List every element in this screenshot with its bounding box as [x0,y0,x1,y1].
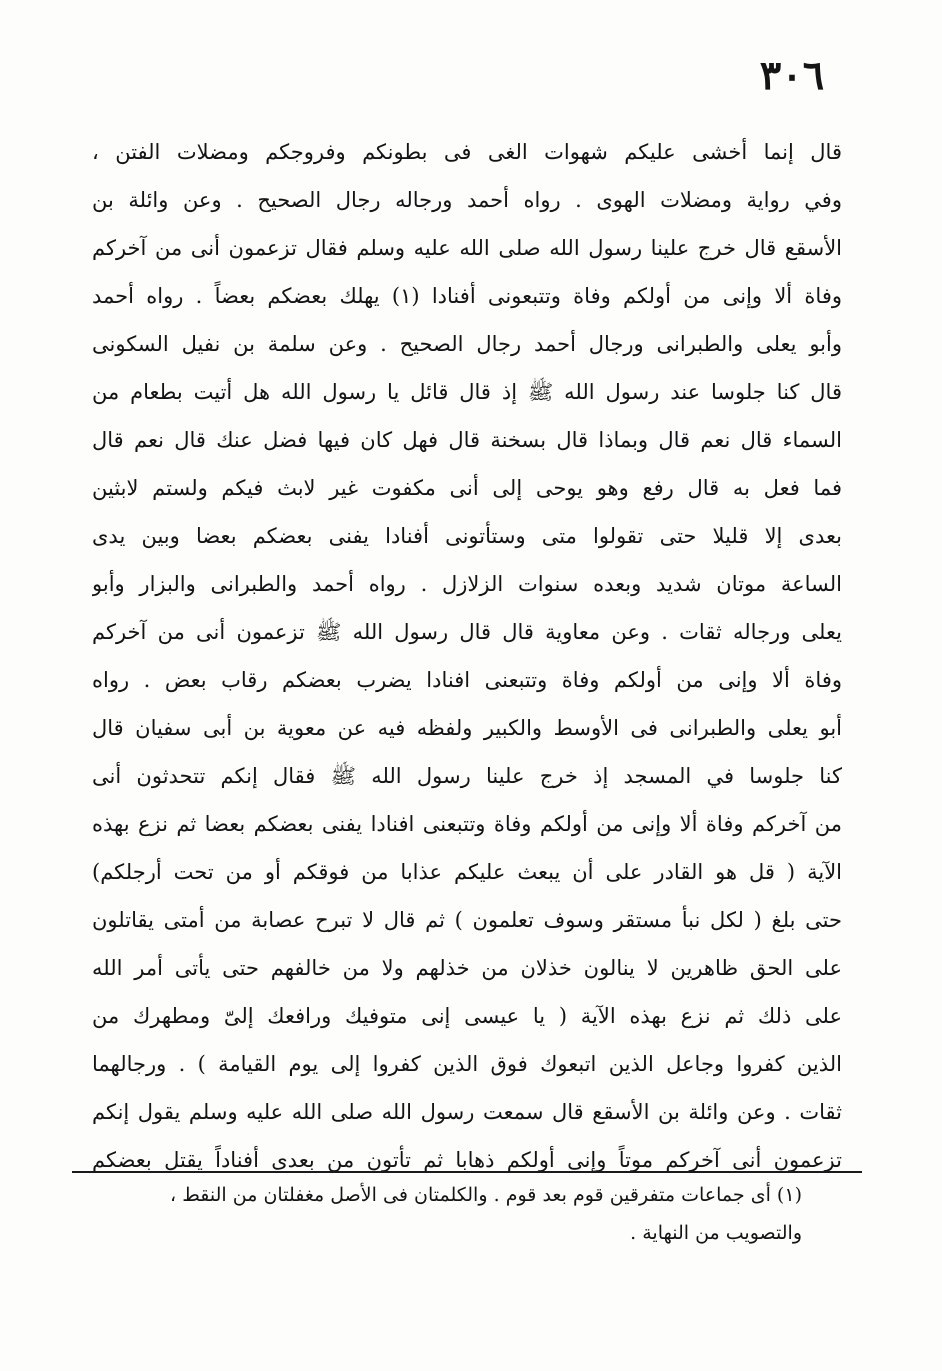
text-line: الآية ( قل هو القادر على أن يبعث عليكم عذابا من فوقكم أو من تحت أرجلكم) [92,860,842,884]
text-line: حتى بلغ ( لكل نبأ مستقر وسوف تعلمون ) ثم قال لا تبرح عصابة من أمتى يقاتلون [92,908,842,932]
footnote-divider [72,1171,862,1173]
footnote-line: والتصويب من النهاية . [630,1222,802,1244]
footnote [170,1176,802,1252]
text-line: وفاة ألا وإنى من أولكم وفاة وتتبعونى أفنادا (١) يهلك بعضكم بعضاً . رواه أحمد [92,284,842,308]
text-line: فما فعل به قال رفع وهو يوحى إلى أنى مكفوت غير لابث فيكم ولستم لابثين [92,476,842,500]
text-line: قال إنما أخشى عليكم شهوات الغى فى بطونكم وفروجكم ومضلات الفتن ، [92,140,842,164]
page-number: ٣٠٦ [759,52,825,99]
text-line: وفي رواية ومضلات الهوى . رواه أحمد ورجاله رجال الصحيح . وعن وائلة بن [92,188,842,212]
text-line: الأسقع قال خرج علينا رسول الله صلى الله عليه وسلم فقال تزعمون أنى من آخركم [92,236,842,260]
text-line: بعدى إلا قليلا حتى تقولوا متى وستأتونى أفنادا يفنى بعضكم بعضا وبين يدى [92,524,842,548]
main-text-block [92,128,842,1184]
text-line: وفاة ألا وإنى من أولكم وفاة وتتبعنى افنادا يضرب بعضكم رقاب بعض . رواه [92,668,842,692]
text-line: من آخركم وفاة ألا وإنى من أولكم وفاة وتتبعنى افنادا يفنى بعضكم بعضا ثم نزع بهذه [92,812,842,836]
text-line: تزعمون أنى آخركم موتاً وإنى أولكم ذهابا ثم تأتون من بعدى أفناداً يقتل بعضكم [92,1148,842,1172]
text-line: الذين كفروا وجاعل الذين اتبعوك فوق الذين كفروا إلى يوم القيامة ) . ورجالهما [92,1052,842,1076]
text-line: أبو يعلى والطبرانى فى الأوسط والكبير ولفظه فيه عن معوية بن أبى سفيان قال [92,716,842,740]
text-line: السماء قال نعم قال وبماذا قال بسخنة قال فهل كان فيها فضل عنك قال نعم قال [92,428,842,452]
text-line: كنا جلوسا في المسجد إذ خرج علينا رسول الله ﷺ فقال إنكم تتحدثون أنى [92,764,842,788]
text-line: قال كنا جلوسا عند رسول الله ﷺ إذ قال قائل يا رسول الله هل أتيت بطعام من [92,380,842,404]
text-line: يعلى ورجاله ثقات . وعن معاوية قال قال رسول الله ﷺ تزعمون أنى من آخركم [92,620,842,644]
text-line: وأبو يعلى والطبرانى ورجال أحمد رجال الصحيح . وعن سلمة بن نفيل السكونى [92,332,842,356]
text-line: ثقات . وعن وائلة بن الأسقع قال سمعت رسول الله صلى الله عليه وسلم يقول إنكم [92,1100,842,1124]
text-line: الساعة موتان شديد وبعده سنوات الزلازل . رواه أحمد والطبرانى والبزار وأبو [92,572,842,596]
footnote-line: (١) أى جماعات متفرقين قوم بعد قوم . والكلمتان فى الأصل مغفلتان من النقط ، [170,1184,802,1206]
text-line: على ذلك ثم نزع بهذه الآية ( يا عيسى إنى متوفيك ورافعك إلىّ ومطهرك من [92,1004,842,1028]
text-line: على الحق ظاهرين لا ينالون خذلان من خذلهم ولا من خالفهم حتى يأتى أمر الله [92,956,842,980]
